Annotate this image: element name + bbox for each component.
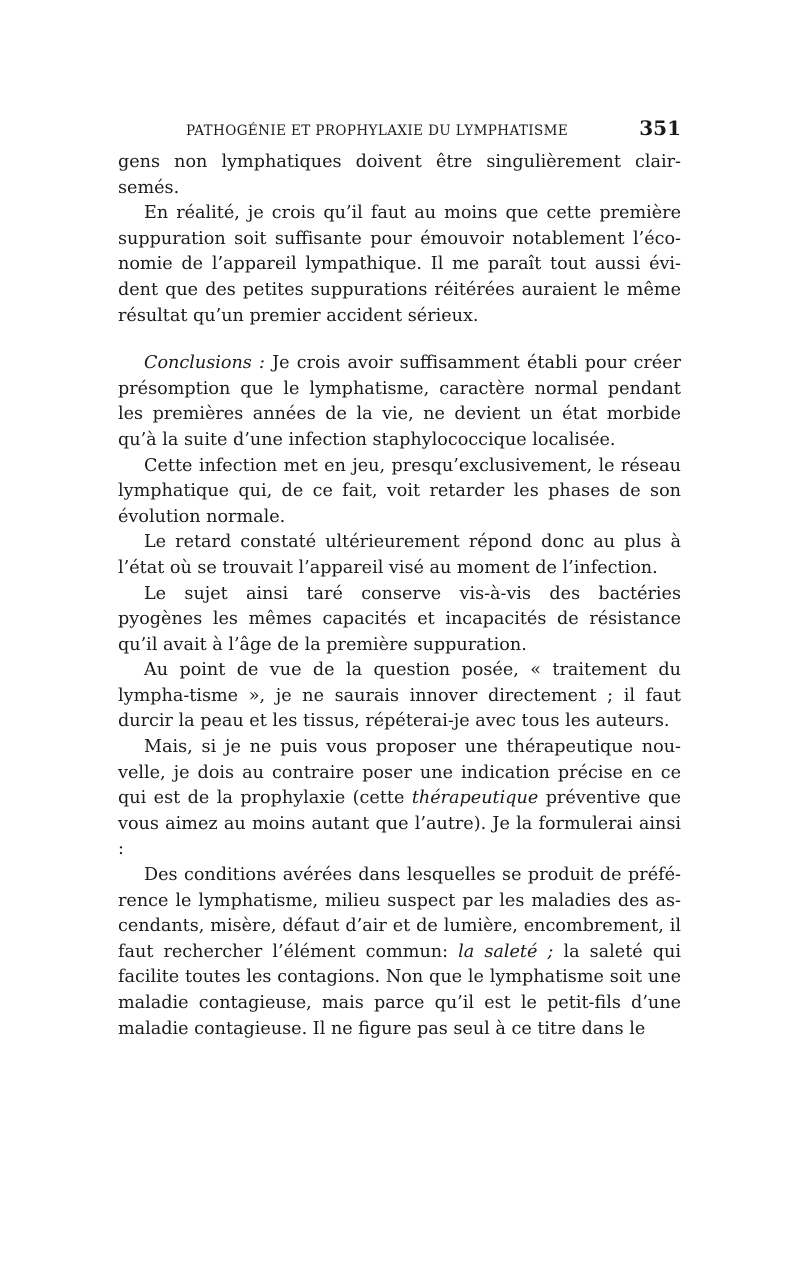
- paragraph-retard: Le retard constaté ultérieurement répond donc au plus à l’état où se trouvait l’appareil visé au moment de l’infection.: [118, 532, 681, 578]
- paragraph-conditions: [118, 863, 681, 1042]
- paragraph-continuation: gens non lymphatiques doivent être singulièrement clair-semés.: [118, 152, 681, 198]
- section-gap: [118, 329, 681, 351]
- conditions-text-end: la saleté qui facilite toutes les contagions. Non que le lymphatisme soit une maladie contagieuse, mais parce qu’il est le petit-fils d’une maladie contagieuse. Il ne figure pas seul à ce titre dans le: [118, 941, 681, 1039]
- paragraph-conclusions: [118, 351, 681, 453]
- conditions-emphasis: la saleté ;: [458, 941, 554, 962]
- conditions-text-start: Des conditions avérées dans lesquelles se produit de préfé-rence le lymphatisme, milieu suspect par les maladies des as-cendants, misère, défaut d’air et de lumière, encombrement, il faut rechercher l’élément commun:: [118, 865, 681, 962]
- paragraph-infection: Cette infection met en jeu, presqu’exclusivement, le réseau lymphatique qui, de ce fait, voit retarder les phases de son évolution normale.: [118, 455, 681, 527]
- mais-text-start: Mais, si je ne puis vous proposer une thérapeutique nou-velle, je dois au contraire poser une indication précise en ce qui est de la prophylaxie (cette: [118, 737, 681, 809]
- page-header: [118, 116, 681, 148]
- paragraph-point-de-vue: Au point de vue de la question posée, « traitement du lympha-tisme », je ne saurais innover directement ; il faut durcir la peau et les tissus, répéterai-je avec tous les auteurs.: [118, 660, 681, 732]
- conclusions-label: Conclusions :: [144, 353, 265, 374]
- paragraph-en-realite: En réalité, je crois qu’il faut au moins que cette première suppuration soit suffisante pour émouvoir notablement l’éco-nomie de l’appareil lympathique. Il me paraît tout aussi évi-dent que des petites suppurations réitérées auraient le même résultat qu’un premier accident sérieux.: [118, 203, 681, 326]
- running-title: PATHOGÉNIE ET PROPHYLAXIE DU LYMPHATISME: [186, 123, 569, 139]
- paragraph-sujet: Le sujet ainsi taré conserve vis-à-vis des bactéries pyogènes les mêmes capacités et incapacités de résistance qu’il avait à l’âge de la première suppuration.: [118, 583, 681, 655]
- book-page: [118, 116, 681, 1042]
- paragraph-mais: [118, 735, 681, 863]
- mais-emphasis: thérapeutique: [411, 788, 539, 809]
- conclusions-text: Je crois avoir suffisamment établi pour créer présomption que le lymphatisme, caractère normal pendant les premières années de la vie, ne devient un état morbide qu’à la suite d’une infection staphylococcique localisée.: [118, 353, 681, 450]
- page-number: 351: [639, 116, 681, 140]
- mais-text-end: préventive que vous aimez au moins autant que l’autre). Je la formulerai ainsi :: [118, 788, 681, 860]
